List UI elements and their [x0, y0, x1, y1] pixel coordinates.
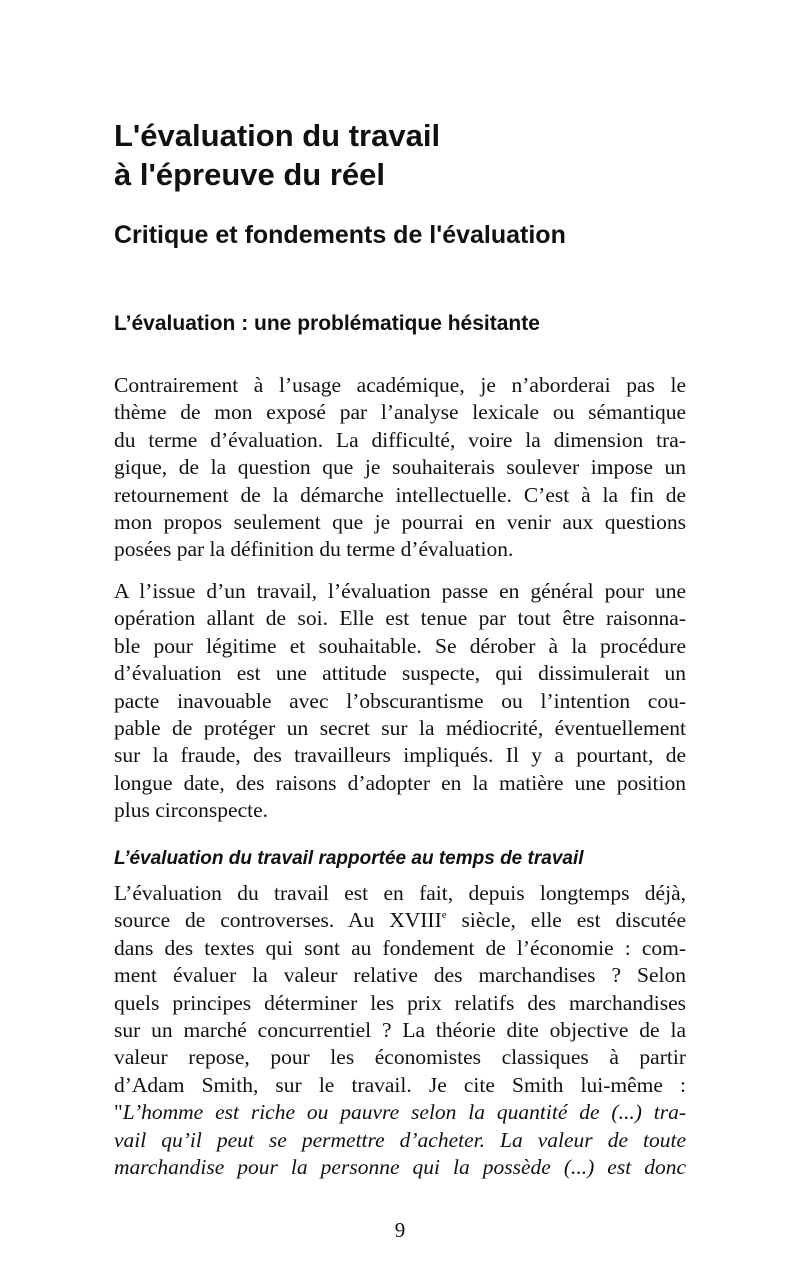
- quote-mark: ": [114, 1100, 123, 1125]
- paragraph-line: longue date, des raisons d’adopter en la matière une position: [114, 770, 686, 795]
- paragraph-line: Contrairement à l’usage académique, je n’aborderai pas le: [114, 373, 686, 397]
- paragraph-line: plus circonspecte.: [114, 798, 269, 823]
- paragraph-line: du terme d’évaluation. La difficulté, voire la dimension tra-: [114, 427, 686, 452]
- paragraph-line: pacte inavouable avec l’obscurantisme ou l’intention cou-: [114, 688, 686, 713]
- paragraph-line: mon propos seulement que je pourrai en venir aux questions: [114, 509, 686, 534]
- paragraph-line: L’évaluation du travail est en fait, depuis longtemps déjà,: [114, 881, 686, 905]
- quote-line: [114, 1099, 686, 1126]
- paragraph-1: [114, 372, 686, 564]
- paragraph-line: [114, 907, 686, 934]
- paragraph-line: ment évaluer la valeur relative des marchandises ? Selon: [114, 963, 686, 988]
- subsection-heading: L’évaluation du travail rapportée au temps de travail: [114, 848, 584, 869]
- paragraph-line: d’Adam Smith, sur le travail. Je cite Smith lui-même :: [114, 1072, 686, 1097]
- paragraph-3: [114, 880, 686, 1181]
- paragraph-line: opération allant de soi. Elle est tenue par tout être raisonna-: [114, 606, 686, 631]
- paragraph-line: retournement de la démarche intellectuelle. C’est à la fin de: [114, 482, 686, 507]
- chapter-title: [114, 116, 440, 194]
- superscript-e: e: [441, 909, 447, 922]
- quote-line: vail qu’il peut se permettre d’acheter. La valeur de toute: [114, 1127, 686, 1152]
- chapter-title-line-2: à l'épreuve du réel: [114, 157, 385, 192]
- paragraph-line: A l’issue d’un travail, l’évaluation passe en général pour une: [114, 579, 686, 603]
- paragraph-line: d’évaluation est une attitude suspecte, qui dissimulerait un: [114, 661, 686, 686]
- chapter-title-line-1: L'évaluation du travail: [114, 118, 441, 153]
- quote-line: marchandise pour la personne qui la possède (...) est donc: [114, 1154, 686, 1179]
- paragraph-line: ble pour légitime et souhaitable. Se dérober à la procédure: [114, 633, 686, 658]
- section-heading: L’évaluation : une problématique hésitante: [114, 312, 540, 335]
- paragraph-line: valeur repose, pour les économistes classiques à partir: [114, 1045, 686, 1070]
- chapter-subtitle: Critique et fondements de l'évaluation: [114, 221, 566, 249]
- paragraph-line: sur la fraude, des travailleurs impliqués. Il y a pourtant, de: [114, 743, 686, 768]
- quote-text: L’homme est riche ou pauvre selon la quantité de (...) tra-: [122, 1100, 686, 1125]
- paragraph-line: dans des textes qui sont au fondement de l’économie : com-: [114, 935, 686, 960]
- paragraph-line: quels principes déterminer les prix relatifs des marchandises: [114, 990, 686, 1015]
- paragraph-line: sur un marché concurrentiel ? La théorie dite objective de la: [114, 1017, 686, 1042]
- paragraph-line: thème de mon exposé par l’analyse lexicale ou sémantique: [114, 400, 686, 425]
- paragraph-line: gique, de la question que je souhaiterais soulever impose un: [114, 455, 686, 480]
- line-text: source de controverses. Au XVIII: [114, 908, 442, 933]
- paragraph-2: [114, 578, 686, 825]
- paragraph-line: posées par la définition du terme d’évaluation.: [114, 537, 514, 562]
- paragraph-line: pable de protéger un secret sur la médiocrité, éventuellement: [114, 715, 686, 740]
- page-number: 9: [394, 1218, 406, 1242]
- line-text: siècle, elle est discutée: [446, 908, 686, 933]
